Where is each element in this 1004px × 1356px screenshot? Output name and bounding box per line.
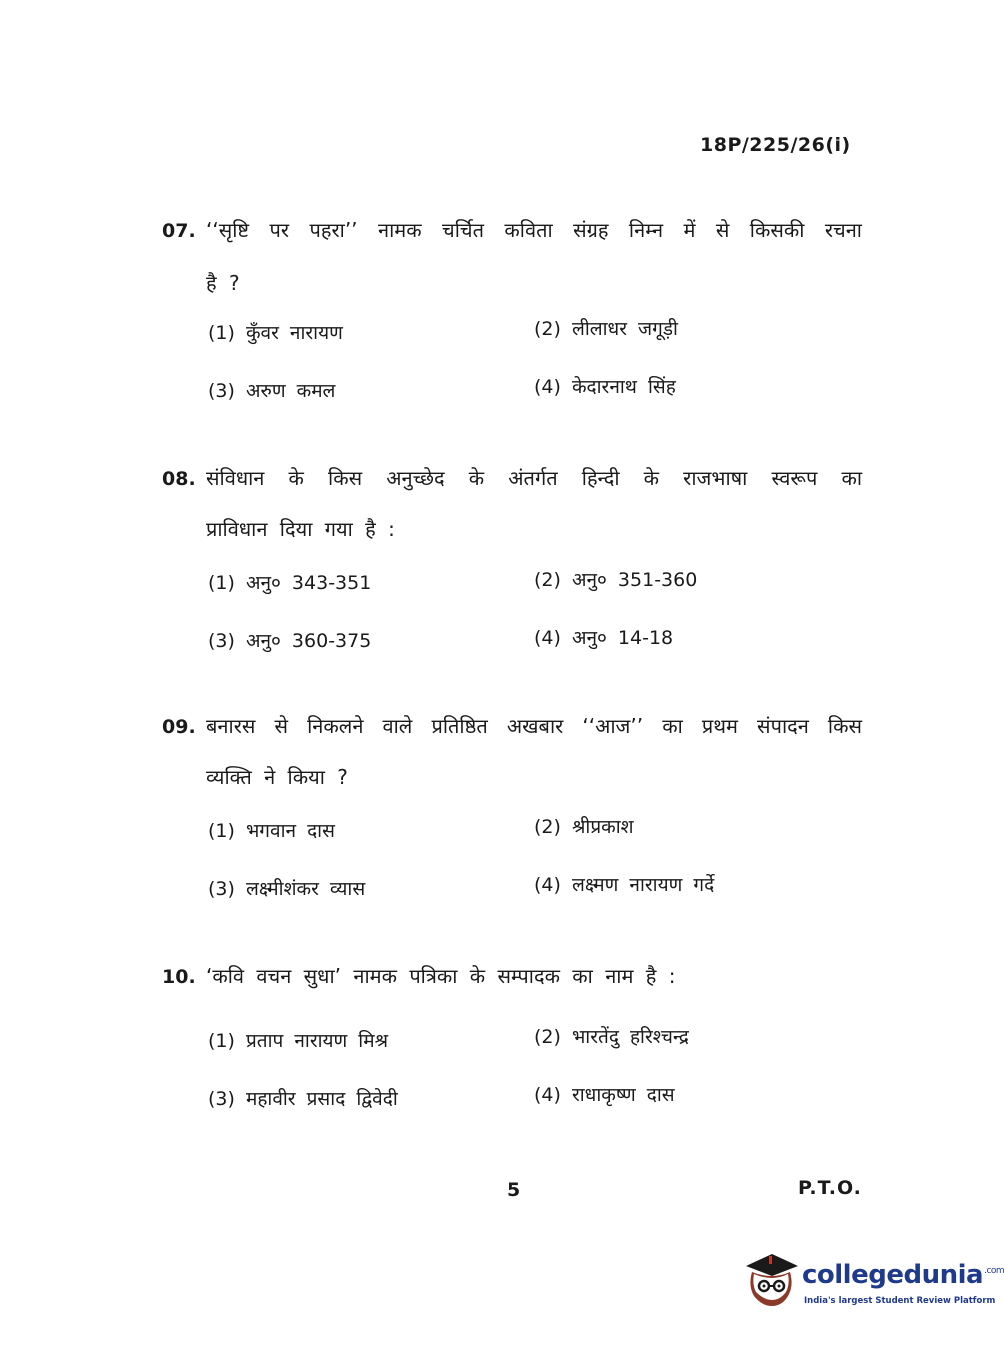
- pto-label: P.T.O.: [798, 1177, 862, 1199]
- option-4: (4) राधाकृष्ण दास: [534, 1084, 675, 1106]
- question-text: ‘‘सृष्टि पर पहरा’’ नामक चर्चित कविता संग्रह निम्न में से किसकी रचना: [206, 218, 862, 242]
- question-number: 07.: [162, 220, 196, 242]
- option-3: (3) अनु० 360-375: [208, 630, 372, 652]
- question-text-continued: व्यक्ति ने किया ?: [206, 765, 348, 789]
- option-2: (2) अनु० 351-360: [534, 569, 698, 591]
- question-text: बनारस से निकलने वाले प्रतिष्ठित अखबार ‘‘आज’’ का प्रथम संपादन किस: [206, 714, 862, 738]
- question-text: संविधान के किस अनुच्छेद के अंतर्गत हिन्दी के राजभाषा स्वरूप का: [206, 466, 862, 490]
- option-1: (1) अनु० 343-351: [208, 572, 372, 594]
- option-2: (2) लीलाधर जगूड़ी: [534, 318, 678, 340]
- option-3: (3) अरुण कमल: [208, 380, 336, 402]
- option-2: (2) श्रीप्रकाश: [534, 816, 634, 838]
- option-4: (4) अनु० 14-18: [534, 627, 674, 649]
- brand-name: collegedunia: [802, 1260, 984, 1290]
- question-08: [162, 464, 862, 652]
- brand-suffix: .com: [984, 1266, 1004, 1277]
- option-3: (3) महावीर प्रसाद द्विवेदी: [208, 1088, 398, 1110]
- question-text-continued: है ?: [206, 271, 240, 295]
- option-1: (1) प्रताप नारायण मिश्र: [208, 1030, 389, 1052]
- question-10: [162, 962, 862, 1110]
- question-number: 10.: [162, 966, 196, 988]
- collegedunia-watermark: [742, 1250, 1004, 1312]
- question-07: [162, 216, 862, 402]
- question-number: 08.: [162, 468, 196, 490]
- page-number: 5: [507, 1179, 521, 1201]
- option-2: (2) भारतेंदु हरिश्चन्द्र: [534, 1026, 689, 1048]
- option-1: (1) भगवान दास: [208, 820, 335, 842]
- question-text-continued: प्राविधान दिया गया है :: [206, 517, 395, 541]
- option-4: (4) केदारनाथ सिंह: [534, 376, 676, 398]
- mascot-logo-icon: [742, 1250, 800, 1310]
- brand-tagline: India's largest Student Review Platform: [804, 1296, 996, 1306]
- question-text: ‘कवि वचन सुधा’ नामक पत्रिका के सम्पादक का नाम है :: [206, 964, 676, 988]
- question-number: 09.: [162, 716, 196, 738]
- option-3: (3) लक्ष्मीशंकर व्यास: [208, 878, 366, 900]
- question-09: [162, 712, 862, 900]
- page-code: 18P/225/26(i): [700, 134, 851, 156]
- option-1: (1) कुँवर नारायण: [208, 322, 343, 344]
- option-4: (4) लक्ष्मण नारायण गर्दे: [534, 874, 715, 896]
